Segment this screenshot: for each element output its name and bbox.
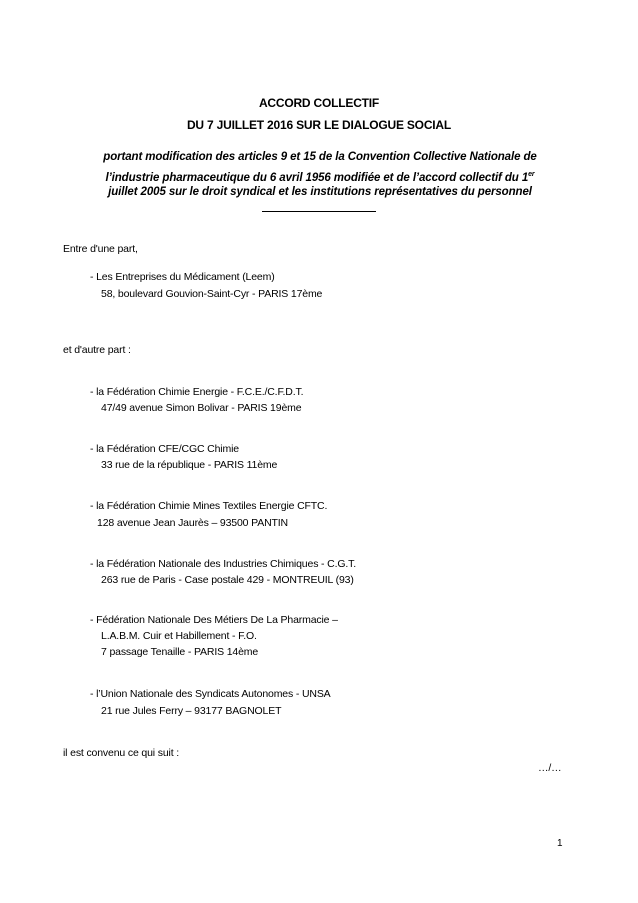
org-cgt-address: 263 rue de Paris - Case postale 429 - MONTREUIL (93) bbox=[101, 574, 354, 586]
subtitle-line3: juillet 2005 sur le droit syndical et les institutions représentatives du personnel bbox=[108, 186, 532, 198]
closing-statement: il est convenu ce qui suit : bbox=[63, 747, 180, 759]
document-title-line1: ACCORD COLLECTIF bbox=[258, 96, 380, 110]
org-leem-address: 58, boulevard Gouvion-Saint-Cyr - PARIS 17ème bbox=[101, 288, 323, 300]
org-fo-address: 7 passage Tenaille - PARIS 14ème bbox=[101, 646, 259, 658]
org-fo-name: - Fédération Nationale Des Métiers De La Pharmacie – bbox=[90, 614, 338, 626]
org-cftc-name: - la Fédération Chimie Mines Textiles Energie CFTC. bbox=[90, 500, 328, 512]
org-unsa-address: 21 rue Jules Ferry – 93177 BAGNOLET bbox=[101, 705, 282, 717]
org-cfdt-address: 47/49 avenue Simon Bolivar - PARIS 19ème bbox=[101, 402, 302, 414]
org-unsa-name: - l’Union Nationale des Syndicats Autonomes - UNSA bbox=[90, 688, 331, 700]
org-cfdt-name: - la Fédération Chimie Energie - F.C.E./C.F.D.T. bbox=[90, 386, 304, 398]
part1-heading: Entre d'une part, bbox=[63, 243, 138, 255]
org-cfecgc-name: - la Fédération CFE/CGC Chimie bbox=[90, 443, 239, 455]
subtitle-line2-text: l’industrie pharmaceutique du 6 avril 1956 modifiée et de l’accord collectif du 1 bbox=[105, 171, 529, 184]
page-number: 1 bbox=[557, 838, 563, 849]
org-cgt-name: - la Fédération Nationale des Industries Chimiques - C.G.T. bbox=[90, 558, 357, 570]
separator-rule bbox=[262, 211, 376, 212]
subtitle-line1: portant modification des articles 9 et 15 de la Convention Collective Nationale de bbox=[103, 151, 537, 163]
org-leem-name: - Les Entreprises du Médicament (Leem) bbox=[90, 271, 275, 283]
subtitle-superscript: er bbox=[528, 171, 535, 178]
part2-heading: et d'autre part : bbox=[63, 344, 131, 356]
org-fo-name-line2: L.A.B.M. Cuir et Habillement - F.O. bbox=[101, 630, 257, 642]
org-cftc-address: 128 avenue Jean Jaurès – 93500 PANTIN bbox=[97, 517, 288, 529]
document-title-line2: DU 7 JUILLET 2016 SUR LE DIALOGUE SOCIAL bbox=[186, 118, 452, 132]
org-cfecgc-address: 33 rue de la république - PARIS 11ème bbox=[101, 459, 278, 471]
continued-marker: …/… bbox=[538, 762, 562, 774]
